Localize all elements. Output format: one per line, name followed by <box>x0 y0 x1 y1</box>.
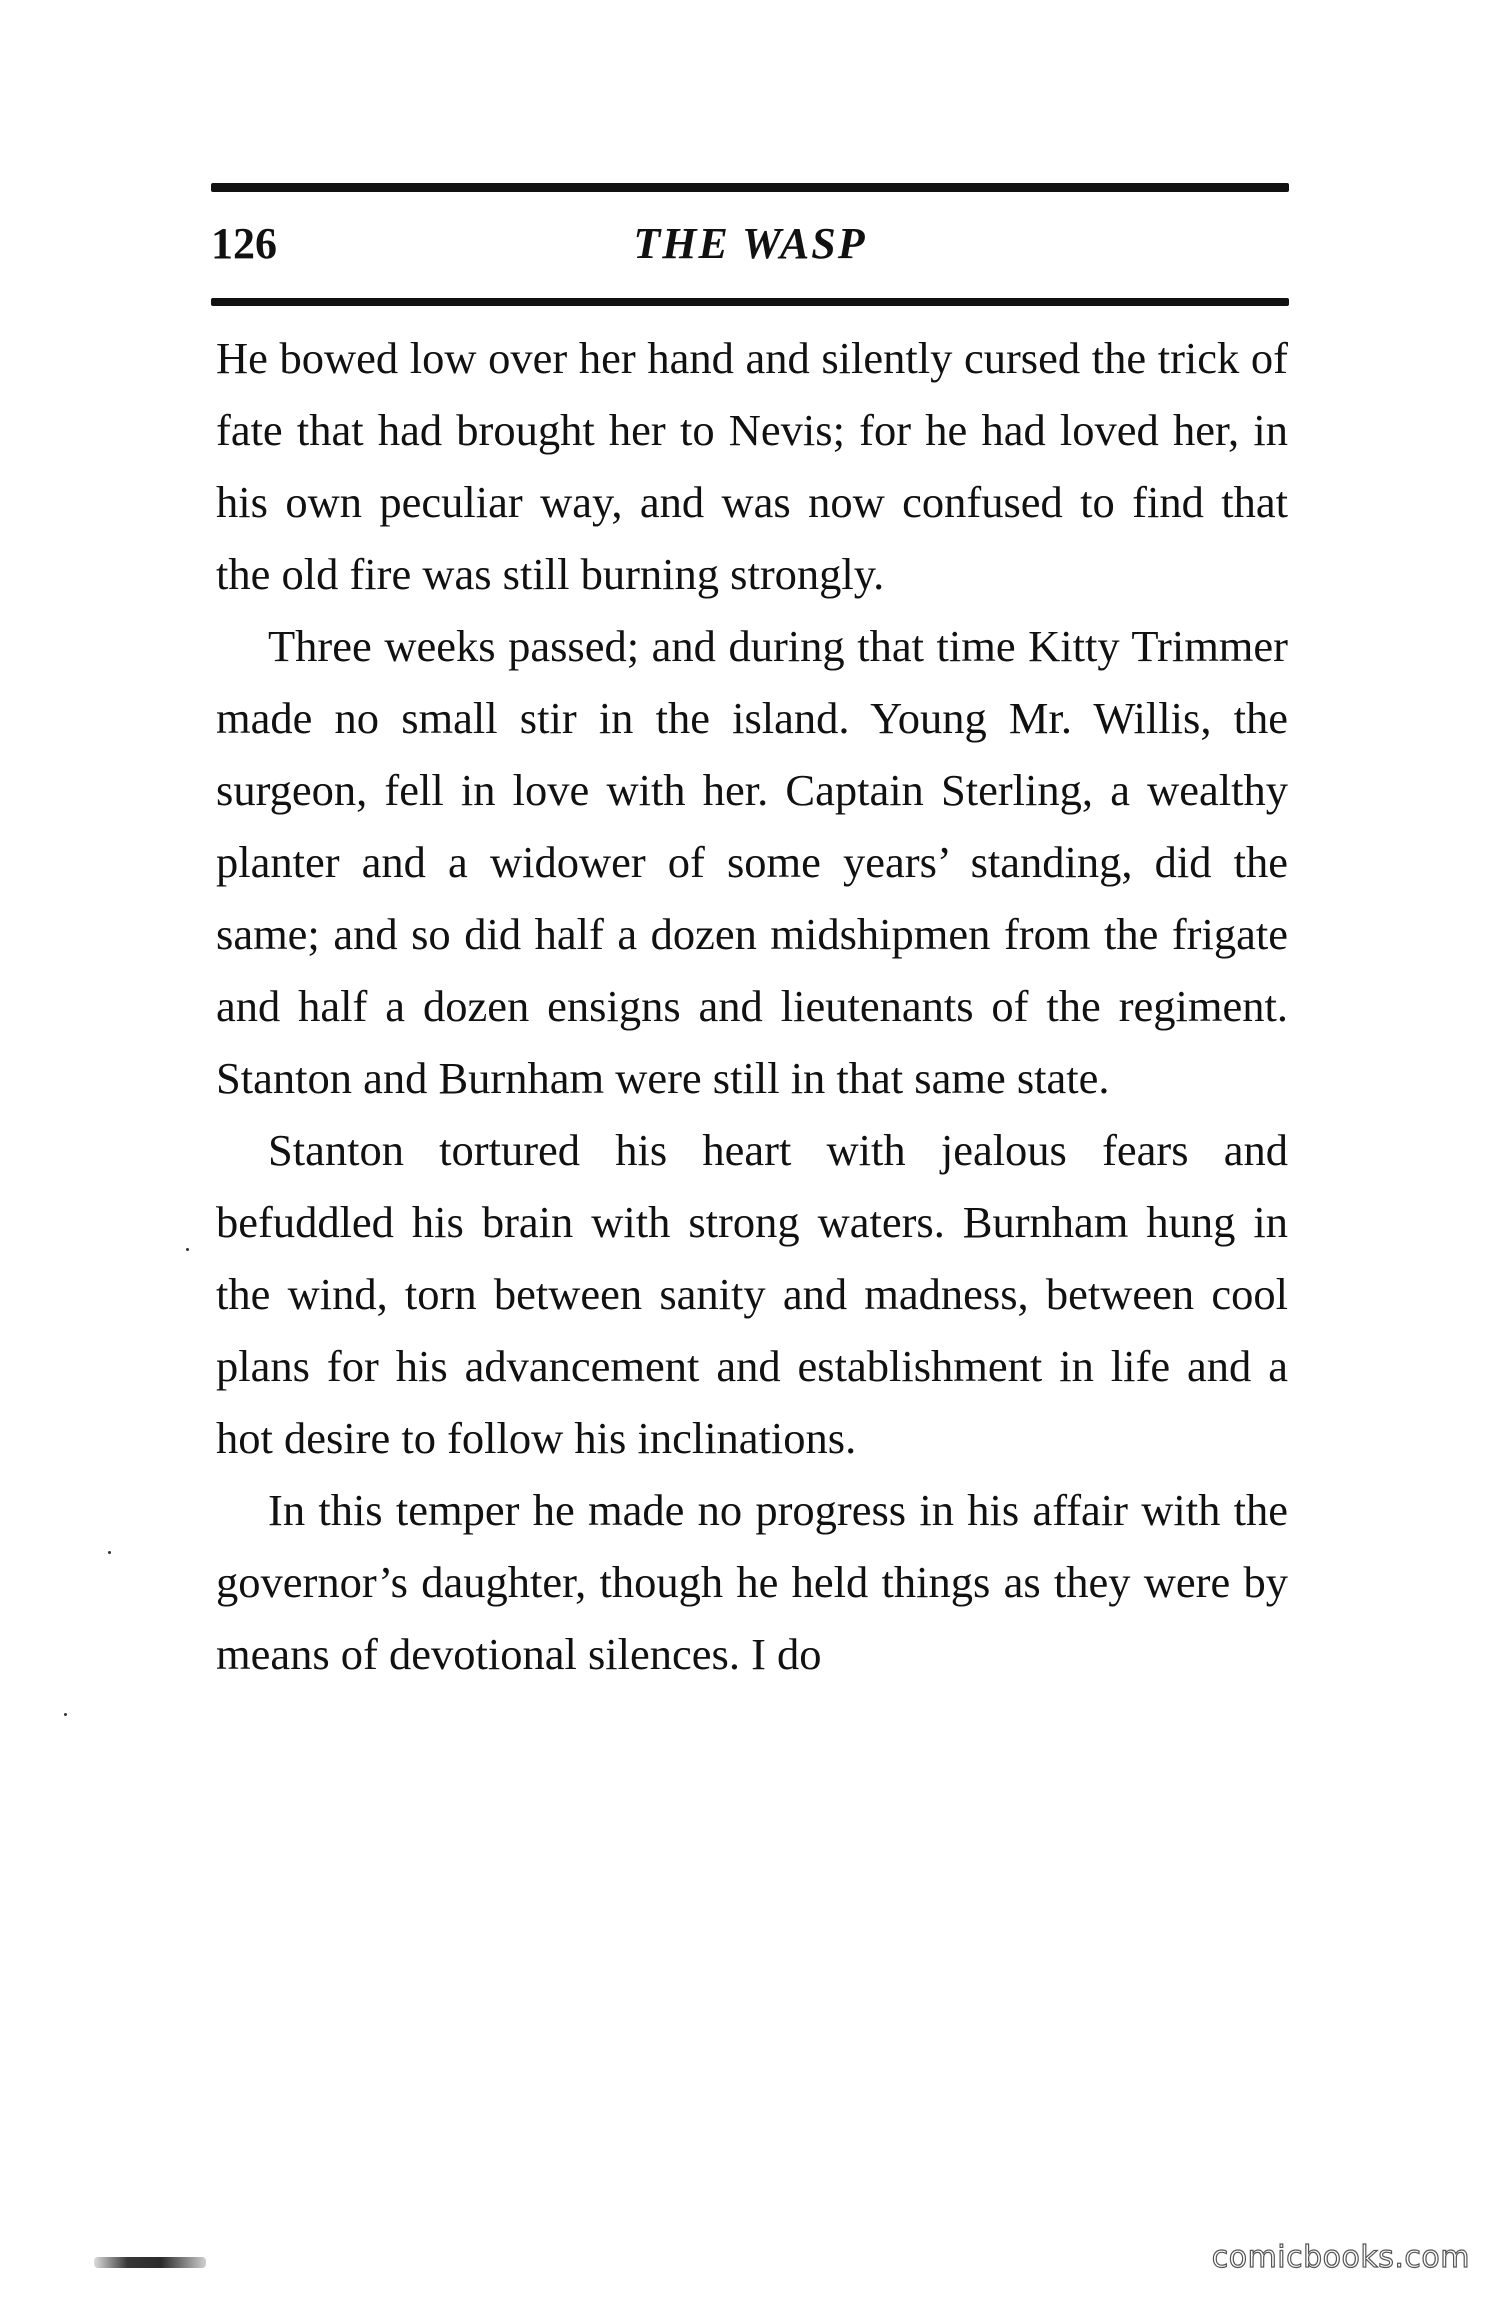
page-header <box>211 210 1289 280</box>
scan-speck <box>108 1551 111 1554</box>
running-title: THE WASP <box>633 219 867 268</box>
paragraph-4: In this temper he made no progress in his affair with the governor’s daughter, though he held things as they were by means of devotional silences. I do <box>216 1485 1288 1679</box>
watermark-logo: comicbooks.com <box>1211 2240 1470 2275</box>
scan-speck <box>186 1248 189 1251</box>
body-text <box>216 322 1288 1690</box>
paragraph-2: Three weeks passed; and during that time Kitty Trimmer made no small stir in the island. Young Mr. Willis, the surgeon, fell in love with her. Captain Sterling, a wealthy planter and a widower of some years’ standing, did the same; and so did half a dozen midshipmen from the frigate and half a dozen ensigns and lieutenants of the regiment. Stanton and Burnham were still in that same state. <box>216 621 1288 1103</box>
paragraph-3: Stanton tortured his heart with jealous fears and befuddled his brain with strong waters. Burnham hung in the wind, torn between sanity and madness, between cool plans for his advancement and establishment in life and a hot desire to follow his inclinations. <box>216 1125 1288 1463</box>
scan-smudge <box>94 2257 206 2268</box>
header-rule-bottom <box>211 298 1289 306</box>
page-number: 126 <box>211 219 277 268</box>
paragraph-1: He bowed low over her hand and silently cursed the trick of fate that had brought her to Nevis; for he had loved her, in his own peculiar way, and was now confused to find that the old fire was still burning strongly. <box>216 333 1288 599</box>
scan-speck <box>64 1713 67 1716</box>
header-rule-top <box>211 183 1289 192</box>
